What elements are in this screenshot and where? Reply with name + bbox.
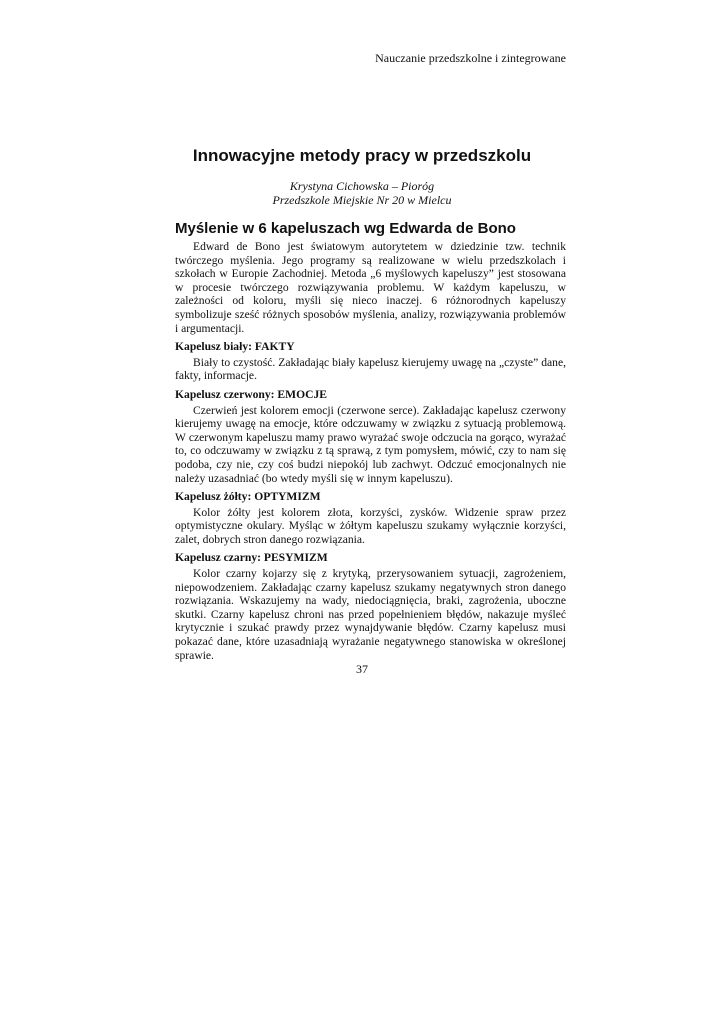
section-heading: Myślenie w 6 kapeluszach wg Edwarda de Bono — [175, 220, 516, 237]
black-hat-paragraph: Kolor czarny kojarzy się z krytyką, przerysowaniem sytuacji, zagrożeniem, niepowodzeniem. Zakładając czarny kapelusz szukamy negatywnych stron danego rozwiązania. Wskazujemy na wady, niedociągnięcia, braki, zagrożenia, uboczne skutki. Czarny kapelusz chroni nas przed popełnieniem błędów, nakazuje myśleć krytycznie i szukać prawdy przez wynajdywanie błędów. Czarny kapelusz musi pokazać dane, które uzasadniają wyrażanie negatywnego stanowiska w określonej sprawie. — [175, 567, 566, 662]
author-affiliation: Przedszkole Miejskie Nr 20 w Mielcu — [272, 193, 452, 207]
byline — [0, 179, 724, 207]
black-hat-heading: Kapelusz czarny: PESYMIZM — [175, 551, 328, 565]
page-number: 37 — [356, 662, 368, 676]
yellow-hat-paragraph: Kolor żółty jest kolorem złota, korzyści, zysków. Widzenie spraw przez optymistyczne okulary. Myśląc w żółtym kapeluszu szukamy wyłącznie korzyści, zalet, dobrych stron danego rozwiązania. — [175, 505, 566, 546]
article-body — [175, 220, 566, 662]
red-hat-paragraph: Czerwień jest kolorem emocji (czerwone serce). Zakładając kapelusz czerwony kierujemy uwagę na emocje, które odczuwamy w związku z sytuacją problemową. W czerwonym kapeluszu mamy prawo wyrażać swoje odczucia na gorąco, wyrażać to, co odczuwamy w związku z tą sprawą, z tym pomysłem, mówić, czy to nam się podoba, czy nie, czy coś budzi niepokój lub zachwyt. Odczuć emocjonalnych nie należy uzasadniać (bo wtedy myśli się w innym kapeluszu). — [175, 403, 566, 485]
running-header: Nauczanie przedszkolne i zintegrowane — [375, 51, 566, 65]
red-hat-heading: Kapelusz czerwony: EMOCJE — [175, 387, 327, 401]
article-title: Innowacyjne metody pracy w przedszkolu — [192, 146, 532, 165]
white-hat-heading: Kapelusz biały: FAKTY — [175, 340, 295, 354]
yellow-hat-heading: Kapelusz żółty: OPTYMIZM — [175, 490, 321, 504]
author-name: Krystyna Cichowska – Piorόg — [289, 179, 435, 193]
white-hat-paragraph: Biały to czystość. Zakładając biały kapelusz kierujemy uwagę na „czyste” dane, fakty, informacje. — [175, 355, 566, 383]
intro-paragraph: Edward de Bono jest światowym autorytetem w dziedzinie tzw. technik twórczego myślenia. Jego programy są realizowane w wielu przedszkolach i szkołach w Europie Zachodniej. Metoda „6 myślowych kapeluszy” jest stosowana w procesie twórczego rozwiązywania problemu. W każdym kapeluszu, w zależności od koloru, myśli się nieco inaczej. 6 różnorodnych kapeluszy symbolizuje sześć różnych sposobów myślenia, analizy, rozwiązywania problemów i argumentacji. — [175, 240, 566, 335]
